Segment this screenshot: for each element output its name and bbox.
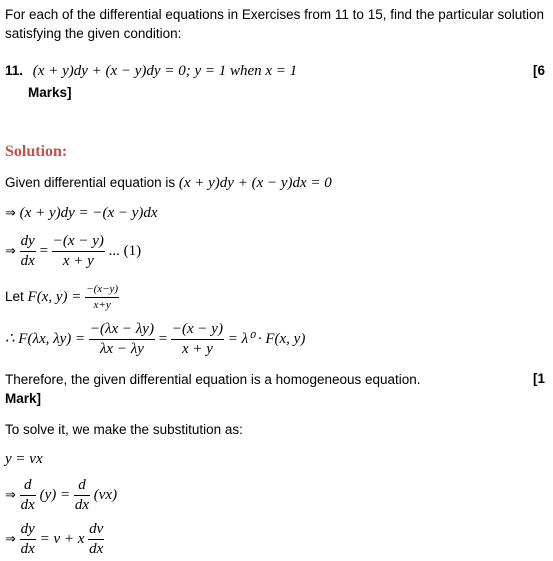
implies-icon: ⇒ — [5, 243, 16, 259]
fraction-xy — [171, 322, 224, 357]
step-6-arg1: (y) = — [39, 486, 71, 503]
fraction-dv-dx — [88, 522, 104, 557]
fraction-num: −(λx − λy) — [89, 322, 155, 340]
fraction-lambda — [89, 322, 155, 357]
step-2: ⇒ $\frac{dy}{dx}$ = $\frac{-(x - y)}{x + y}$ ... (1) — [5, 233, 142, 269]
fraction-den: dx — [20, 541, 35, 557]
implies-icon: ⇒ — [5, 531, 16, 547]
step-6 — [5, 478, 117, 513]
step-7-mid: = v + x — [39, 530, 85, 547]
step-3 — [5, 284, 119, 311]
question-marks-open: [6 — [532, 63, 545, 78]
fraction-d-dx — [74, 478, 90, 513]
fraction-rhs — [52, 234, 105, 269]
question-equation: (x + y)dy + (x − y)dy = 0; y = 1 when x = 1 — [32, 63, 298, 79]
step-4-tail: = λ⁰ · F(x, y) — [227, 330, 306, 347]
question-number: 11. — [5, 63, 24, 78]
fraction-den: dx — [20, 497, 35, 513]
implies-icon: ⇒ — [5, 487, 16, 503]
intro-line-2: satisfying the given condition: — [5, 26, 182, 41]
fraction-num: dy — [20, 522, 36, 540]
fraction-num: −(x−y) — [85, 284, 119, 298]
fraction-num: d — [74, 478, 90, 496]
step-1-eq: (x + y)dy = −(x − y)dx — [19, 205, 158, 221]
let-label: Let — [5, 289, 24, 305]
substitution-line: To solve it, we make the substitution as: — [5, 422, 243, 437]
fraction-den: dx — [74, 497, 90, 513]
question-marks-close: Marks] — [28, 85, 72, 100]
fraction-num: dy — [20, 234, 36, 252]
fraction-dy-dx — [20, 234, 36, 269]
implies-icon: ⇒ — [5, 206, 16, 221]
fraction-den: dx — [89, 541, 104, 557]
given-equation: (x + y)dy + (x − y)dx = 0 — [178, 175, 332, 191]
function-def: F(x, y) = — [27, 289, 82, 306]
fraction-den: x+y — [93, 299, 111, 311]
therefore-line: Therefore, the given differential equation is a homogeneous equation. — [5, 372, 421, 387]
step-1 — [5, 204, 158, 222]
fraction-num: dv — [88, 522, 104, 540]
fraction-den: dx — [20, 253, 35, 269]
fraction-dy-dx — [20, 522, 36, 557]
therefore-marks-close: Mark] — [5, 391, 42, 406]
step-4-lead: ∴ F(λx, λy) = — [5, 330, 86, 347]
step-6-arg2: (vx) — [93, 486, 118, 503]
fraction-f — [85, 284, 119, 311]
fraction-num: −(x − y) — [52, 234, 105, 252]
given-label: Given differential equation is — [5, 175, 176, 190]
given-line — [5, 174, 332, 192]
therefore-marks-open: [1 — [532, 371, 545, 386]
fraction-d-dx — [20, 478, 36, 513]
fraction-den: x + y — [181, 341, 213, 357]
intro-line-1: For each of the differential equations in Exercises from 11 to 15, find the particular solution — [5, 7, 545, 22]
fraction-num: d — [20, 478, 36, 496]
step-5: y = vx — [5, 451, 43, 467]
fraction-den: λx − λy — [99, 341, 144, 357]
step-7 — [5, 522, 104, 557]
equation-tag: ... (1) — [108, 242, 142, 259]
step-4: ∴ F(λx, λy) = $\frac{-(\lambda x - \lambda y)}{\lambda x - \lambda y}$ = $\frac{-(x - y)}{x + y}$ = λ⁰ · F(x, y) — [5, 321, 306, 357]
solution-heading: Solution: — [5, 143, 68, 160]
fraction-num: −(x − y) — [171, 322, 224, 340]
question — [5, 62, 297, 80]
fraction-den: x + y — [62, 253, 94, 269]
